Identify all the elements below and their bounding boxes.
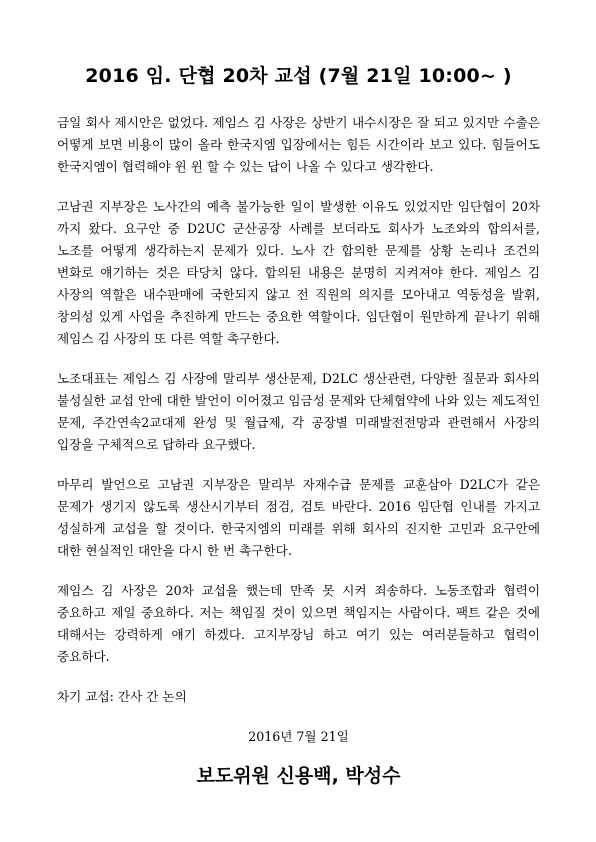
paragraph-union-representatives: 노조대표는 제임스 김 사장에 말리부 생산문제, D2LC 생산관련, 다양한 질문과 회사의 불성실한 교섭 안에 대한 발언이 이어졌고 임금성 문제와 단체협약에 나와 있는 제도적인 문제, 주간연속2교대제 완성 및 월급제, 각 공장별 미래발전전망과 관련해서 사장의 입장을 구체적으로 답하라 요구했다. (57, 371, 540, 452)
paragraph-branch-chief-remarks: 고남권 지부장은 노사간의 예측 불가능한 일이 발생한 이유도 있었지만 임단협이 20차 까지 왔다. 요구안 중 D2UC 군산공장 사례를 보더라도 회사가 노조와의 합의서를, 노조를 어떻게 생각하는지 문제가 있다. 노사 간 합의한 문제를 상황 논리나 조건의 변화로 얘기하는 것은 타당치 않다. 합의된 내용은 분명히 지켜져야 한다. 제임스 김 사장의 역할은 내수판매에 국한되지 않고 전 직원의 의지를 모아내고 역동성을 발휘, 창의성 있게 사업을 추진하게 만드는 중요한 역할이다. 임단협이 원만하게 끝나기 위해 제임스 김 사장의 또 다른 역할 촉구한다. (57, 199, 540, 346)
next-session-note: 차기 교섭: 간사 간 논의 (57, 689, 187, 704)
document-date: 2016년 7월 21일 (248, 729, 349, 744)
paragraph-ceo-response: 제임스 김 사장은 20차 교섭을 했는데 만족 못 시켜 죄송하다. 노동조합과 협력이 중요하고 제일 중요하다. 저는 책임질 것이 있으면 책임지는 사람이다. 팩트 같은 것에 대해서는 강력하게 얘기 하겠다. 고지부장님 하고 여기 있는 여러분들하고 협력이 중요하다. (57, 583, 540, 664)
reporter-names: 보도위원 신용백, 박성수 (196, 765, 401, 787)
document-title: 2016 임. 단협 20차 교섭 (7월 21일 10:00~ ) (85, 65, 512, 87)
paragraph-company-position: 금일 회사 제시안은 없었다. 제임스 김 사장은 상반기 내수시장은 잘 되고 있지만 수출은 어떻게 보면 비용이 많이 올라 한국지엠 입장에서는 힘든 시간이라 보고 있다. 힘들어도 한국지엠이 협력해야 윈 윈 할 수 있는 답이 나올 수 있다고 생각한다. (57, 115, 540, 174)
paragraph-closing-remarks: 마무리 발언으로 고남권 지부장은 말리부 자재수급 문제를 교훈삼아 D2LC가 같은 문제가 생기지 않도록 생산시기부터 점검, 검토 바란다. 2016 임단협 인내를 가지고 성실하게 교섭을 할 것이다. 한국지엠의 미래를 위해 회사의 진지한 고민과 요구안에 대한 현실적인 대안을 다시 한 번 촉구한다. (57, 477, 540, 558)
